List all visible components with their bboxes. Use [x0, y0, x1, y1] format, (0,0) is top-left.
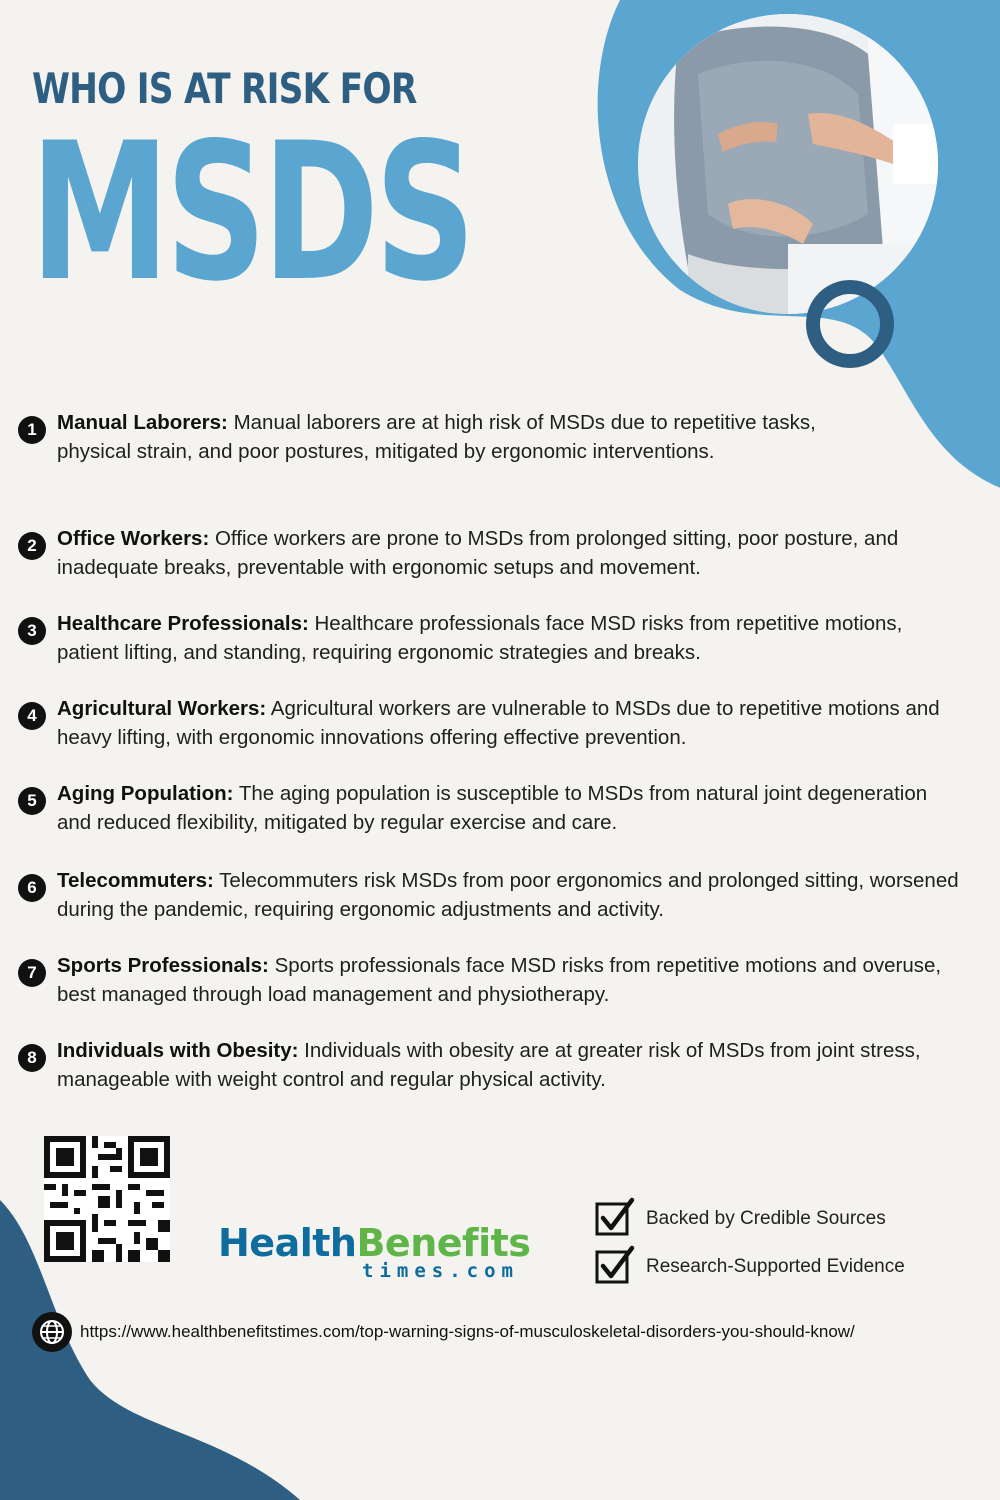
source-url-row [32, 1312, 982, 1352]
item-number: 5 [18, 787, 46, 815]
badge-label: Research-Supported Evidence [646, 1256, 905, 1277]
qr-code-icon[interactable] [44, 1136, 170, 1262]
item-heading: Telecommuters: [57, 869, 214, 892]
item-heading: Agricultural Workers: [57, 697, 267, 720]
item-number: 8 [18, 1044, 46, 1072]
checkbox-icon [594, 1196, 638, 1240]
source-url-link[interactable]: https://www.healthbenefitstimes.com/top-warning-signs-of-musculoskeletal-disorders-you-should-know/ [80, 1322, 855, 1341]
item-number: 6 [18, 874, 46, 902]
logo-wordmark [218, 1222, 530, 1264]
item-text [57, 524, 962, 582]
item-number: 1 [18, 416, 46, 444]
item-number: 2 [18, 532, 46, 560]
item-text [57, 609, 962, 667]
item-text [57, 951, 962, 1009]
page-subtitle: WHO IS AT RISK FOR [32, 64, 417, 113]
item-body: The aging population is susceptible to MSDs from natural joint degeneration and reduced flexibility, mitigated by regular exercise and care. [57, 782, 928, 834]
item-body: Manual laborers are at high risk of MSDs due to repetitive tasks, physical strain, and poor postures, mitigated by ergonomic interventions. [57, 411, 816, 463]
qr-code-graphic [44, 1136, 170, 1262]
item-heading: Sports Professionals: [57, 954, 269, 977]
page-title: MSDS [30, 102, 472, 323]
item-heading: Manual Laborers: [57, 411, 228, 434]
item-body: Individuals with obesity are at greater risk of MSDs from joint stress, manageable with weight control and regular physical activity. [57, 1039, 921, 1091]
badge-label: Backed by Credible Sources [646, 1208, 886, 1229]
item-body: Healthcare professionals face MSD risks from repetitive motions, patient lifting, and standing, requiring ergonomic strategies and breaks. [57, 612, 903, 664]
item-text [57, 1036, 962, 1094]
item-number: 4 [18, 702, 46, 730]
item-text [57, 694, 962, 752]
item-text [57, 408, 857, 466]
globe-icon [32, 1312, 72, 1352]
logo-benefits-text: Benefits [356, 1221, 531, 1265]
back-pain-photo [638, 14, 938, 314]
research-evidence-badge [594, 1244, 974, 1288]
item-heading: Office Workers: [57, 527, 210, 550]
item-body: Sports professionals face MSD risks from repetitive motions and overuse, best managed through load management and physiotherapy. [57, 954, 942, 1006]
health-benefits-times-logo[interactable] [218, 1222, 538, 1286]
item-number: 7 [18, 959, 46, 987]
decorative-ring [806, 280, 894, 368]
back-pain-illustration [638, 14, 938, 314]
globe-graphic [32, 1312, 72, 1352]
credible-sources-badge [594, 1196, 974, 1240]
item-heading: Aging Population: [57, 782, 234, 805]
item-number: 3 [18, 617, 46, 645]
logo-subtext: times.com [362, 1260, 519, 1282]
checkbox-icon [594, 1244, 638, 1288]
item-body: Telecommuters risk MSDs from poor ergonomics and prolonged sitting, worsened during the pandemic, requiring ergonomic adjustments and activity. [57, 869, 959, 921]
item-body: Agricultural workers are vulnerable to MSDs due to repetitive motions and heavy lifting, with ergonomic innovations offering effective prevention. [57, 697, 940, 749]
item-heading: Healthcare Professionals: [57, 612, 309, 635]
item-text [57, 779, 962, 837]
item-heading: Individuals with Obesity: [57, 1039, 299, 1062]
item-text [57, 866, 962, 924]
logo-health-text: Health [218, 1221, 357, 1265]
item-body: Office workers are prone to MSDs from prolonged sitting, poor posture, and inadequate breaks, preventable with ergonomic setups and movement. [57, 527, 899, 579]
